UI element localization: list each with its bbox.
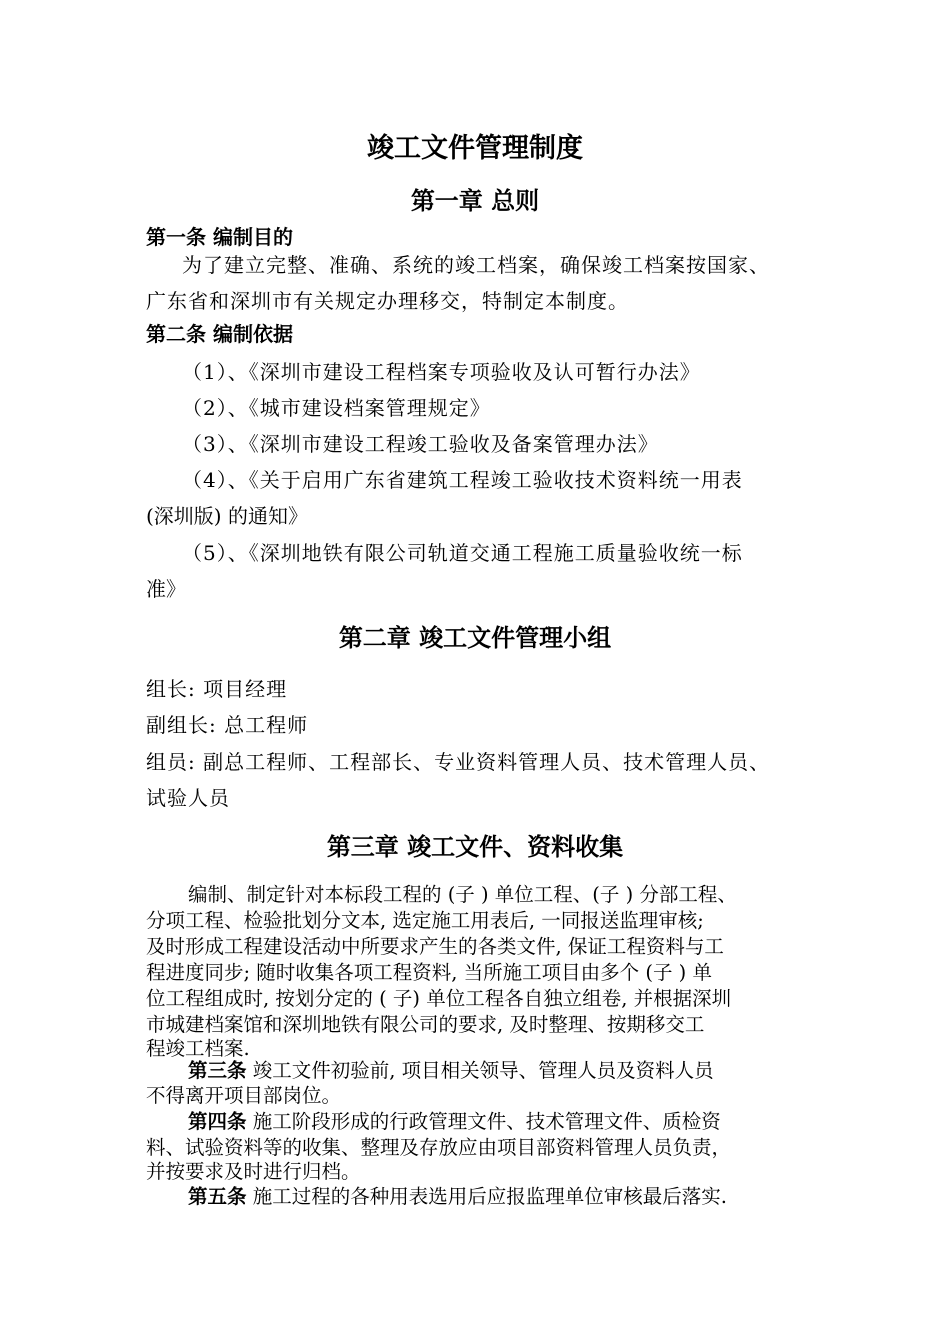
group-members: 组员: 副总工程师、工程部长、专业资料管理人员、技术管理人员、 [146, 750, 771, 774]
article-5-label: 第五条 [188, 1185, 247, 1208]
article-3-text-continued: 不得离开项目部岗位。 [146, 1084, 342, 1107]
chapter-1-title: 第一章 总则 [410, 186, 540, 215]
reference-item-continued: 准》 [146, 577, 186, 601]
article-1-text-line: 为了建立完整、准确、系统的竣工档案，确保竣工档案按国家、 [182, 253, 770, 277]
article-2-heading: 第二条 编制依据 [146, 322, 293, 346]
chapter-3-paragraph-line: 市城建档案馆和深圳地铁有限公司的要求, 及时整理、按期移交工 [146, 1013, 705, 1036]
article-1-text-line: 广东省和深圳市有关规定办理移交，特制定本制度。 [146, 289, 629, 313]
article-4-label: 第四条 [188, 1110, 247, 1133]
article-5 [188, 1186, 727, 1208]
chapter-2-title: 第二章 竣工文件管理小组 [338, 623, 612, 652]
chapter-3-paragraph-line: 及时形成工程建设活动中所要求产生的各类文件, 保证工程资料与工 [146, 935, 724, 958]
chapter-3-paragraph-line: 分项工程、检验批划分文本, 选定施工用表后, 一同报送监理审核; [146, 909, 704, 932]
chapter-3-paragraph-line: 位工程组成时, 按划分定的 ( 子) 单位工程各自独立组卷, 并根据深圳 [146, 987, 732, 1010]
article-4 [188, 1111, 721, 1133]
chapter-3-title: 第三章 竣工文件、资料收集 [326, 832, 624, 861]
article-4-text: 施工阶段形成的行政管理文件、技术管理文件、质检资 [246, 1110, 721, 1133]
article-4-text-continued: 并按要求及时进行归档。 [146, 1160, 361, 1183]
reference-item: （4）、《关于启用广东省建筑工程竣工验收技术资料统一用表 [182, 468, 743, 492]
document-title: 竣工文件管理制度 [367, 133, 583, 164]
article-3-label: 第三条 [188, 1059, 247, 1082]
chapter-3-paragraph-line: 程进度同步; 随时收集各项工程资料, 当所施工项目由多个 (子 ) 单 [146, 961, 712, 984]
chapter-3-paragraph-line: 程竣工档案. [146, 1037, 250, 1060]
reference-item: （3）、《深圳市建设工程竣工验收及备案管理办法》 [182, 432, 659, 456]
reference-item: （2）、《城市建设档案管理规定》 [182, 396, 491, 420]
group-members-continued: 试验人员 [146, 786, 230, 810]
article-4-text-continued: 料、试验资料等的收集、整理及存放应由项目部资料管理人员负责， [146, 1136, 732, 1159]
chapter-3-paragraph-line: 编制、制定针对本标段工程的 (子 ) 单位工程、(子 ) 分部工程、 [188, 883, 737, 906]
article-3 [188, 1060, 714, 1082]
reference-item: （5）、《深圳地铁有限公司轨道交通工程施工质量验收统一标 [182, 541, 743, 565]
article-1-heading: 第一条 编制目的 [146, 225, 293, 249]
article-5-text: 施工过程的各种用表选用后应报监理单位审核最后落实. [246, 1185, 727, 1208]
article-3-text: 竣工文件初验前, 项目相关领导、管理人员及资料人员 [246, 1059, 714, 1082]
reference-item-continued: (深圳版) 的通知》 [146, 504, 308, 528]
group-deputy: 副组长: 总工程师 [146, 713, 309, 737]
group-leader: 组长: 项目经理 [146, 677, 288, 701]
reference-item: （1）、《深圳市建设工程档案专项验收及认可暂行办法》 [182, 360, 701, 384]
